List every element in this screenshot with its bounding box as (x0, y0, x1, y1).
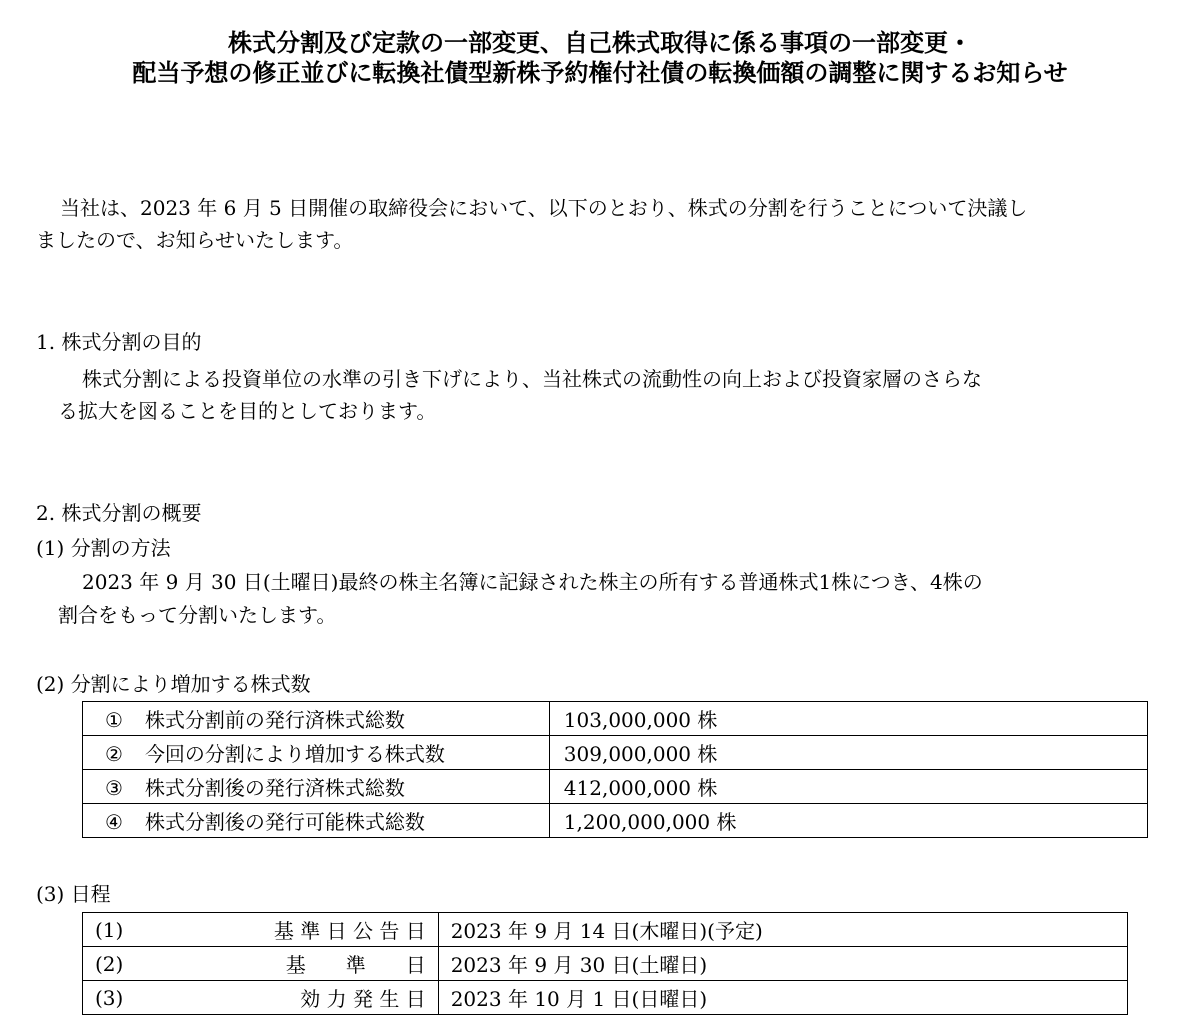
split-method-body-line1: 2023 年 9 月 30 日(土曜日)最終の株主名簿に記録された株主の所有する普通株式1株につき、4株の (82, 570, 983, 594)
row-index: (1) (83, 913, 173, 947)
row-label: 基 準 日 (172, 947, 438, 981)
share-increase-heading: (2) 分割により増加する株式数 (36, 672, 311, 696)
schedule-table (82, 912, 1128, 1015)
document-title-line1: 株式分割及び定款の一部変更、自己株式取得に係る事項の一部変更・ (228, 29, 972, 57)
row-index: ② (105, 742, 123, 766)
row-label: 今回の分割により増加する株式数 (144, 742, 445, 766)
table-cell-label (83, 770, 550, 804)
row-value: 2023 年 9 月 30 日(土曜日) (438, 947, 1127, 981)
table-cell-label (83, 702, 550, 736)
table-row (83, 981, 1128, 1015)
row-label: 効 力 発 生 日 (172, 981, 438, 1015)
document-title-line2: 配当予想の修正並びに転換社債型新株予約権付社債の転換価額の調整に関するお知らせ (132, 59, 1068, 87)
table-row (83, 770, 1148, 804)
section1-body-line1: 株式分割による投資単位の水準の引き下げにより、当社株式の流動性の向上および投資家層のさらな (82, 367, 982, 391)
section1-heading: 1. 株式分割の目的 (36, 330, 202, 354)
row-index: ① (105, 708, 123, 732)
row-value: 1,200,000,000 株 (549, 804, 1147, 838)
intro-line1: 当社は、2023 年 6 月 5 日開催の取締役会において、以下のとおり、株式の分割を行うことについて決議し (60, 196, 1028, 220)
section2-heading: 2. 株式分割の概要 (36, 501, 202, 525)
table-row (83, 736, 1148, 770)
row-label: 株式分割後の発行可能株式総数 (144, 810, 425, 834)
row-index: ④ (105, 810, 123, 834)
share-increase-table (82, 701, 1148, 838)
row-label: 基 準 日 公 告 日 (172, 913, 438, 947)
table-row (83, 702, 1148, 736)
row-index: ③ (105, 776, 123, 800)
row-value: 412,000,000 株 (549, 770, 1147, 804)
intro-line2: ましたので、お知らせいたします。 (36, 228, 354, 252)
table-row (83, 913, 1128, 947)
row-value: 309,000,000 株 (549, 736, 1147, 770)
table-row (83, 947, 1128, 981)
row-index: (3) (83, 981, 173, 1015)
row-value: 103,000,000 株 (549, 702, 1147, 736)
section1-body-line2: る拡大を図ることを目的としております。 (58, 399, 437, 423)
table-cell-label (83, 804, 550, 838)
table-row (83, 804, 1148, 838)
row-value: 2023 年 9 月 14 日(木曜日)(予定) (438, 913, 1127, 947)
schedule-heading: (3) 日程 (36, 882, 111, 906)
row-value: 2023 年 10 月 1 日(日曜日) (438, 981, 1127, 1015)
split-method-body-line2: 割合をもって分割いたします。 (58, 603, 337, 627)
row-label: 株式分割前の発行済株式総数 (144, 708, 405, 732)
table-cell-label (83, 736, 550, 770)
split-method-heading: (1) 分割の方法 (36, 536, 171, 560)
row-index: (2) (83, 947, 173, 981)
row-label: 株式分割後の発行済株式総数 (144, 776, 405, 800)
